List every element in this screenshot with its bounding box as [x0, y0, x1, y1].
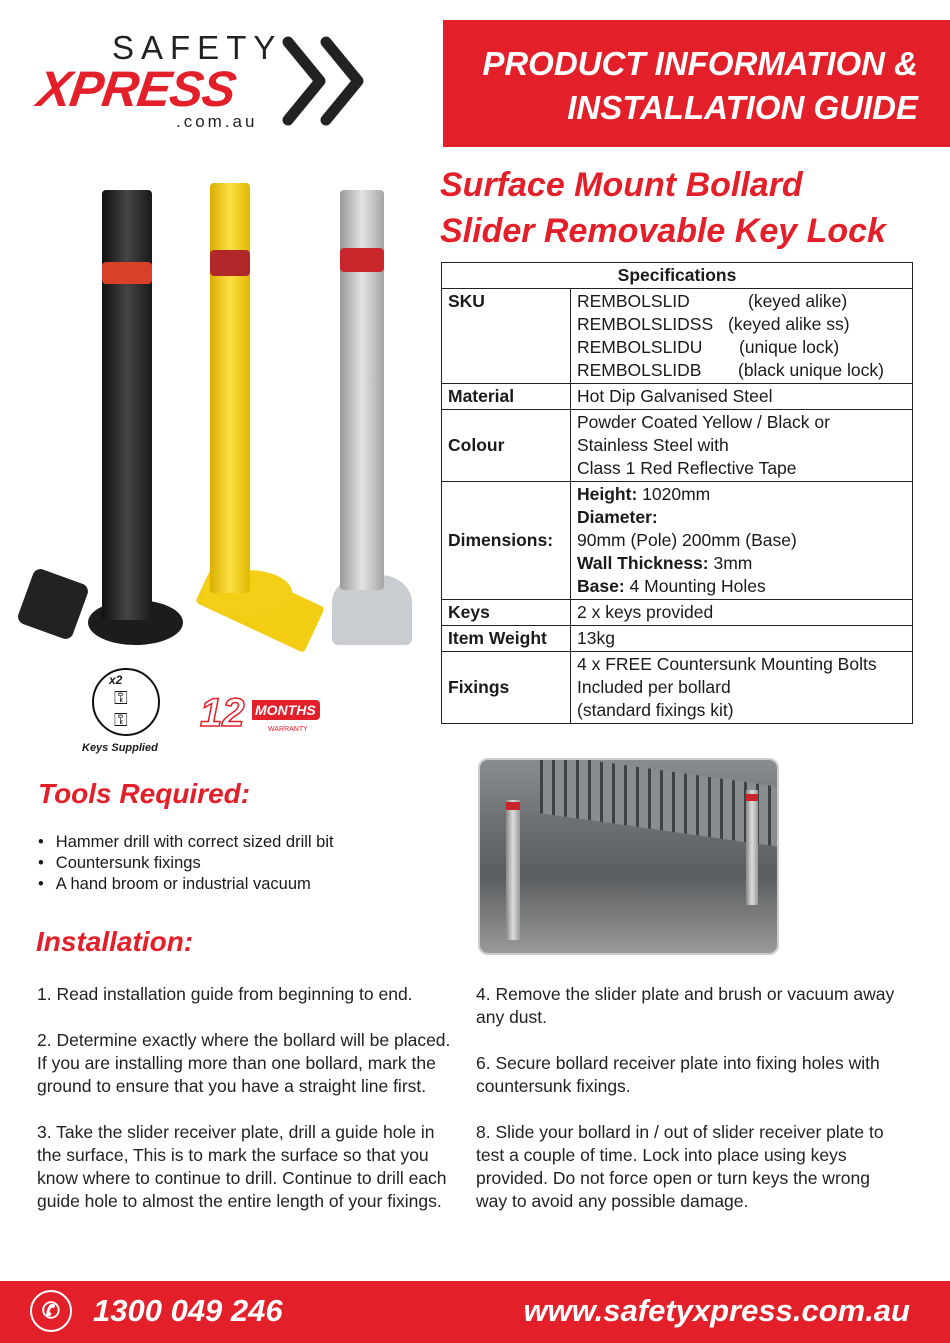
banner-line: PRODUCT INFORMATION &: [482, 45, 918, 82]
footer: [0, 1281, 950, 1343]
colour-line: Powder Coated Yellow / Black or: [577, 412, 830, 432]
height-label: Height:: [577, 484, 638, 504]
sku-note: (keyed alike ss): [728, 314, 850, 334]
tools-title: Tools Required:: [38, 778, 251, 809]
specs-header: Specifications: [442, 263, 913, 289]
logo-xpress: XPRESS: [34, 61, 239, 117]
list-item: • Hammer drill with correct sized drill bit: [38, 832, 334, 853]
specifications-table: [441, 262, 913, 724]
wall-value: 3mm: [713, 553, 753, 573]
row-label: SKU: [442, 289, 571, 384]
table-row: [442, 289, 913, 384]
phone-icon: ✆: [30, 1290, 72, 1332]
height-value: 1020mm: [642, 484, 711, 504]
installation-title: Installation:: [36, 926, 194, 957]
header-banner: [443, 20, 950, 147]
product-image: [20, 180, 420, 650]
table-row: [442, 652, 913, 724]
keys-value: 2 x keys provided: [571, 600, 913, 626]
step: 1. Read installation guide from beginning to end.: [37, 984, 413, 1004]
installation-steps-left: [37, 983, 457, 1236]
sku-code: REMBOLSLIDSS: [577, 314, 714, 334]
base-value: 4 Mounting Holes: [629, 576, 766, 596]
fixings-line: 4 x FREE Countersunk Mounting Bolts: [577, 654, 877, 674]
row-label: Dimensions:: [442, 482, 571, 600]
row-label: Colour: [442, 410, 571, 482]
product-title: [440, 162, 886, 254]
wall-label: Wall Thickness:: [577, 553, 709, 573]
title-line: Surface Mount Bollard: [440, 166, 803, 204]
table-row: [442, 482, 913, 600]
sku-note: (keyed alike): [748, 291, 848, 311]
key-icon: ⚿: [114, 710, 128, 730]
fixings-line: (standard fixings kit): [577, 700, 734, 720]
banner-line: INSTALLATION GUIDE: [567, 89, 918, 126]
warranty-number: 12: [200, 691, 245, 735]
colour-line: Class 1 Red Reflective Tape: [577, 458, 797, 478]
list-item: • Countersunk fixings: [38, 853, 334, 874]
website-link[interactable]: www.safetyxpress.com.au: [523, 1293, 910, 1328]
diameter-label: Diameter:: [577, 507, 658, 527]
step: 6. Secure bollard receiver plate into fixing holes with countersunk fixings.: [476, 1053, 880, 1096]
fixings-line: Included per bollard: [577, 677, 731, 697]
step: 8. Slide your bollard in / out of slider receiver plate to test a couple of time. Lock into place using keys provided. Do not force open or turn keys the wrong way to avoid any possible damage.: [476, 1122, 884, 1211]
title-line: Slider Removable Key Lock: [440, 212, 886, 250]
keys-count: x2: [109, 673, 123, 687]
phone-number[interactable]: 1300 049 246: [93, 1293, 283, 1328]
row-label: Item Weight: [442, 626, 571, 652]
step: 2. Determine exactly where the bollard will be placed. If you are installing more than one bollard, mark the ground to ensure that you have a straight line first.: [37, 1030, 451, 1096]
sku-note: (black unique lock): [738, 360, 884, 380]
keys-supplied-badge: [92, 668, 160, 736]
sku-code: REMBOLSLID: [577, 291, 690, 311]
step: 3. Take the slider receiver plate, drill a guide hole in the surface, This is to mark the surface so that you know where to continue to drill. Continue to drill each guide hole to almost the entire length of your fixings.: [37, 1122, 447, 1211]
row-label: Material: [442, 384, 571, 410]
sku-code: REMBOLSLIDU: [577, 337, 703, 357]
keys-supplied-label: Keys Supplied: [82, 742, 158, 754]
row-label: Keys: [442, 600, 571, 626]
table-row: [442, 384, 913, 410]
step: 4. Remove the slider plate and brush or vacuum away any dust.: [476, 984, 895, 1027]
warranty-badge: [200, 691, 322, 738]
table-row: [442, 626, 913, 652]
warranty-label: WARRANTY: [268, 726, 308, 733]
installed-bollards-photo: [478, 758, 779, 955]
logo-safety: SAFETY: [112, 29, 283, 66]
material-value: Hot Dip Galvanised Steel: [571, 384, 913, 410]
colour-line: Stainless Steel with: [577, 435, 729, 455]
diameter-value: 90mm (Pole) 200mm (Base): [577, 530, 797, 550]
tools-list: [38, 832, 334, 895]
base-label: Base:: [577, 576, 625, 596]
table-row: [442, 410, 913, 482]
sku-note: (unique lock): [739, 337, 840, 357]
key-icon: ⚿: [114, 688, 128, 708]
table-row: [442, 600, 913, 626]
list-item: • A hand broom or industrial vacuum: [38, 874, 334, 895]
logo-domain: .com.au: [176, 112, 258, 131]
installation-steps-right: [476, 983, 896, 1236]
warranty-months: MONTHS: [252, 700, 320, 720]
chevron-icon: [318, 36, 368, 126]
row-label: Fixings: [442, 652, 571, 724]
weight-value: 13kg: [571, 626, 913, 652]
sku-code: REMBOLSLIDB: [577, 360, 702, 380]
